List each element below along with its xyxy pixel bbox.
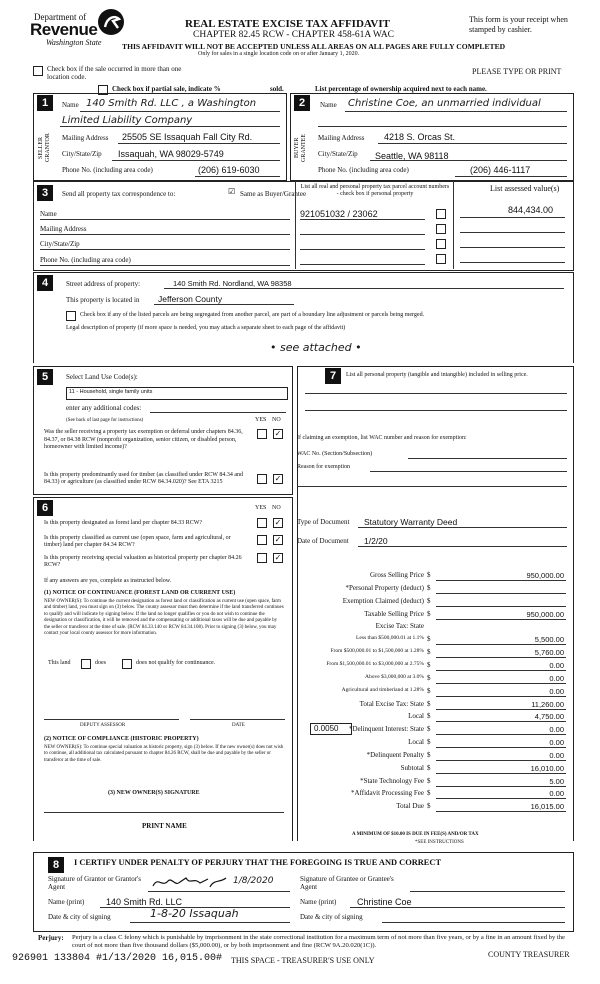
s6-q3-yes[interactable] (257, 553, 267, 563)
s3-phone-label: Phone No. (including area code) (40, 256, 131, 264)
print-name-label: PRINT NAME (142, 822, 187, 830)
buyer-phone-label: Phone No. (including area code) (318, 166, 409, 174)
tax-row-label: Excise Tax: State (375, 622, 424, 630)
section-5-number: 5 (37, 369, 53, 385)
seller-phone-label: Phone No. (including area code) (62, 166, 153, 174)
tax-row-label: Subtotal (400, 764, 424, 772)
deputy-date-label: DATE (232, 723, 245, 728)
buyer-side-label: BUYER GRANTEE (294, 134, 307, 162)
tax-row-label: Exemption Claimed (deduct) (342, 597, 424, 605)
minimum-fee-note: A MINIMUM OF $10.00 IS DUE IN FEE(S) AND/OR TAX (352, 832, 479, 837)
tax-row-label: *State Technology Fee (360, 777, 424, 785)
s6-yes-header: YES (255, 505, 267, 511)
this-land-label: This land (48, 660, 71, 666)
grantee-date-city-label: Date & city of signing (300, 913, 363, 921)
s6-q2: Is this property classified as current use (open space, farm and agricultural, or timber) land per chapter 84.34 RCW? (44, 535, 231, 548)
tax-row-currency: $ (427, 725, 431, 733)
seller-mailing-label: Mailing Address (62, 134, 109, 142)
s6-q2-yes[interactable] (257, 535, 267, 545)
notice-continuance-text: NEW OWNER(S): To continue the current designation as forest land or classification as current use (open space, farm and timber) land, you must sign on (3) below. The county assessor must then determine if the land transferred continues to qualify and will indicate by signing below. If the land no longer qualifies or you do not wish to continue the designation or classification, it will be removed and the compensating or additional taxes will be due and payable by the seller or transferor at the time of sale. (RCW 84.33.140 or RCW 84.34.108). Prior to signing (3) below, you may contact your local county assessor for more information. (44, 599, 284, 637)
tax-row-label: Local (408, 712, 424, 720)
tax-row-value[interactable]: 11,260.00 (531, 700, 564, 709)
doc-type-label: Type of Document (297, 518, 350, 526)
tax-row-label: From $500,000.01 to $1,500,000 at 1.28% (330, 648, 424, 654)
revenue-logo-icon (98, 9, 124, 35)
see-instructions-note: *SEE INSTRUCTIONS (415, 840, 464, 845)
personal-property-label: List all personal property (tangible and intangible) included in selling price. (346, 372, 528, 378)
tax-row-currency: $ (427, 751, 431, 759)
county-name[interactable]: Jefferson County (158, 294, 223, 304)
tax-row-label: *Delinquent Penalty (366, 751, 424, 759)
seller-city[interactable]: Issaquah, WA 98029-5749 (118, 149, 224, 159)
deputy-assessor-label: DEPUTY ASSESSOR (80, 723, 126, 728)
section-2-number: 2 (294, 95, 310, 111)
assessed-header: List assessed value(s) (490, 184, 560, 193)
grantor-sign-date[interactable]: 1/8/2020 (233, 876, 274, 886)
tax-row-value[interactable]: 950,000.00 (526, 571, 564, 580)
tax-row-currency: $ (427, 738, 431, 746)
tax-row-value[interactable]: 950,000.00 (526, 610, 564, 619)
segregated-label: Check box if any of the listed parcels are being segregated from another parcel, are part of a boundary line adjustment or parcels being merged. (80, 312, 425, 318)
exemption-label: If claiming an exemption, list WAC number and reason for exemption: (297, 435, 467, 441)
doc-type[interactable]: Statutory Warranty Deed (364, 517, 458, 527)
tax-row-label: Total Due (396, 802, 424, 810)
street-address[interactable]: 140 Smith Rd. Nordland, WA 98358 (173, 279, 292, 288)
section-7-number: 7 (325, 368, 341, 384)
tax-row-value[interactable]: 0.00 (549, 789, 564, 798)
s5-q2: Is this property predominantly used for timber (as classified under RCW 84.34 and 84.33) or agriculture (as classified under RCW 84.34.020)? See ETA 3215 (44, 472, 244, 485)
tax-row-label: From $1,500,000.01 to $3,000,000 at 2.75% (326, 661, 424, 667)
grantor-signature-image[interactable] (150, 873, 230, 891)
grantor-signature-label: Signature of Grantor or Grantor's Agent (48, 875, 142, 891)
land-does-not-checkbox[interactable] (122, 659, 132, 669)
local-rate: 0.0050 (314, 724, 339, 733)
tax-row-currency: $ (427, 687, 431, 695)
tax-row-value[interactable]: 4,750.00 (534, 712, 564, 721)
seller-name-cont[interactable]: Limited Liability Company (62, 115, 193, 126)
street-address-label: Street address of property: (66, 280, 141, 288)
perjury-label: Perjury: (38, 934, 64, 942)
certify-statement: I CERTIFY UNDER PENALTY OF PERJURY THAT THE FOREGOING IS TRUE AND CORRECT (74, 858, 442, 867)
tax-row-currency: $ (427, 764, 431, 772)
buyer-name-label: Name (320, 101, 337, 109)
land-use-value: 11 - Household, single family units (69, 389, 153, 395)
s6-q1-no[interactable]: ✓ (274, 518, 282, 527)
treasurer-stamp: 926901 133804 #1/13/2020 16,015.00# (12, 953, 223, 964)
chapter-ref: CHAPTER 82.45 RCW - CHAPTER 458-61A WAC (193, 30, 395, 40)
tax-row-value[interactable]: 5.00 (549, 777, 564, 786)
grantor-print-name[interactable]: 140 Smith Rd. LLC (106, 897, 183, 907)
section-4-number: 4 (37, 275, 53, 291)
tax-row-currency: $ (427, 700, 431, 708)
buyer-phone[interactable]: (206) 446-1117 (470, 165, 531, 175)
completion-warning: THIS AFFIDAVIT WILL NOT BE ACCEPTED UNLESS ALL AREAS ON ALL PAGES ARE FULLY COMPLETED (122, 42, 506, 51)
s6-q3-no[interactable]: ✓ (274, 553, 282, 562)
tax-row-label: *Personal Property (deduct) (345, 584, 424, 592)
parcel-number[interactable]: 921051032 / 23062 (300, 209, 378, 219)
if-yes-note: If any answers are yes, complete as instructed below. (44, 578, 172, 584)
s5-no-header: NO (272, 417, 281, 423)
tax-row-value[interactable]: 16,015.00 (530, 802, 564, 811)
grantee-signature-label: Signature of Grantee or Grantee's Agent (300, 875, 394, 891)
buyer-mailing-label: Mailing Address (318, 134, 365, 142)
tax-row-value[interactable]: 0.00 (549, 674, 564, 683)
seller-name-label: Name (62, 101, 79, 109)
s5-q1-no[interactable]: ✓ (274, 429, 282, 438)
send-correspondence-label: Send all property tax correspondence to: (62, 190, 176, 198)
single-location-note: Only for sales in a single location code on or after January 1, 2020. (198, 51, 360, 57)
section-1-number: 1 (37, 95, 53, 111)
tax-row-value[interactable]: 0.00 (549, 687, 564, 696)
tax-row-currency: $ (427, 777, 431, 785)
section-3-number: 3 (37, 185, 53, 201)
land-use-label: Select Land Use Code(s): (66, 373, 138, 381)
tax-row-currency: $ (427, 597, 431, 605)
grantee-name-label: Name (print) (300, 898, 337, 906)
tax-row-label: Taxable Selling Price (364, 610, 424, 618)
assessed-value[interactable]: 844,434.00 (508, 205, 554, 215)
county-treasurer: COUNTY TREASURER (488, 950, 570, 959)
ownership-note: List percentage of ownership acquired next to each name. (315, 85, 487, 93)
s5-yes-header: YES (255, 417, 267, 423)
s6-q2-no[interactable]: ✓ (274, 535, 282, 544)
s3-city-label: City/State/Zip (40, 240, 80, 248)
doc-date-label: Date of Document (297, 537, 349, 545)
grantee-print-name[interactable]: Christine Coe (357, 897, 412, 907)
s6-q1: Is this property designated as forest land per chapter 84.33 RCW? (44, 520, 203, 526)
multi-location-checkbox[interactable] (33, 66, 43, 76)
please-type: PLEASE TYPE OR PRINT (472, 67, 562, 76)
see-attached-note[interactable]: • see attached • (270, 341, 362, 354)
doc-date[interactable]: 1/2/20 (364, 536, 388, 546)
same-as-buyer-checkbox[interactable]: ☑ (228, 187, 236, 196)
s5-q1-yes[interactable] (257, 429, 267, 439)
tax-row-currency: $ (427, 789, 431, 797)
new-owner-signature-label: (3) NEW OWNER(S) SIGNATURE (108, 790, 200, 796)
personal-property-checkbox-1[interactable] (436, 209, 446, 219)
tax-row-currency: $ (427, 674, 431, 682)
tax-row-label: Total Excise Tax: State (359, 700, 424, 708)
sold-label: sold. (270, 85, 284, 93)
tax-row-currency: $ (427, 610, 431, 618)
tax-row-currency: $ (427, 802, 431, 810)
s5-q1: Was the seller receiving a property tax exemption or deferral under chapters 84.36, 84.37, or 84.38 RCW (nonprofit organization, senior citizen, or disabled person, homeowner with limited income)? (44, 429, 243, 450)
buyer-city-label: City/State/Zip (318, 150, 358, 158)
seller-side-label: SELLER GRANTOR (38, 133, 51, 163)
state-name: Washington State (46, 38, 102, 47)
tax-row-currency: $ (427, 661, 431, 669)
tax-row-value[interactable]: 5,760.00 (534, 648, 564, 657)
seller-name[interactable]: 140 Smith Rd. LLC , a Washington (86, 98, 257, 109)
seller-city-label: City/State/Zip (62, 150, 102, 158)
treasurer-use-only: THIS SPACE - TREASURER'S USE ONLY (231, 956, 375, 965)
tax-row-value[interactable]: 0.00 (549, 738, 564, 747)
tax-row-currency: $ (427, 584, 431, 592)
tax-row-value[interactable]: 0.00 (549, 751, 564, 760)
same-as-buyer-label: Same as Buyer/Grantee (240, 190, 307, 198)
tax-row-currency: $ (427, 712, 431, 720)
tax-row-currency: $ (427, 571, 431, 579)
tax-row-value[interactable]: 0.00 (549, 725, 564, 734)
tax-row-value[interactable]: 5,500.00 (534, 635, 564, 644)
tax-row-label: Local (408, 738, 424, 746)
section-8-number: 8 (48, 857, 64, 873)
see-back-instructions: (See back of last page for instructions) (66, 418, 144, 423)
s6-q3: Is this property receiving special valuation as historical property per chapter 84.26 RCW? (44, 555, 242, 568)
grantor-date-city-label: Date & city of signing (48, 913, 111, 921)
tax-row-value[interactable]: 0.00 (549, 661, 564, 670)
s6-q1-yes[interactable] (257, 518, 267, 528)
land-does-checkbox[interactable] (81, 659, 91, 669)
located-in-label: This property is located in (66, 296, 140, 304)
s5-q2-yes[interactable] (257, 474, 267, 484)
notice-continuance-title: (1) NOTICE OF CONTINUANCE (FOREST LAND OR CURRENT USE) (44, 590, 236, 596)
reason-label: Reason for exemption (297, 464, 350, 470)
buyer-city[interactable]: Seattle, WA 98118 (375, 151, 449, 161)
tax-row-label: Less than $500,000.01 at 1.1% (356, 635, 424, 641)
revenue-logo-text: Revenue (30, 20, 98, 39)
segregated-checkbox[interactable] (66, 311, 76, 321)
tax-row-label: *Affidavit Processing Fee (351, 789, 424, 797)
perjury-statement: Perjury is a class C felony which is punishable by imprisonment in the state correctional institution for a maximum term of not more than five years, or by a fine in an amount fixed by the court of not more than five thousand dollars ($5,000.00), or by both imprisonment and fine (RCW 9A.20.020(1C)). (72, 934, 565, 949)
tax-row-currency: $ (427, 648, 431, 656)
grantor-date-city[interactable]: 1-8-20 Issaquah (150, 907, 239, 920)
s3-mailing-label: Mailing Address (40, 225, 87, 233)
does-label: does (95, 660, 106, 666)
legal-description-label: Legal description of property (if more space is needed, you may attach a separate sheet to each page of the affidavit) (66, 325, 346, 331)
parcel-header: List all real and personal property tax parcel account numbers - check box if personal property (300, 184, 450, 197)
tax-row-label: Agricultural and timberland at 1.28% (341, 687, 424, 693)
personal-property-checkbox-4[interactable] (436, 254, 446, 264)
form-title: REAL ESTATE EXCISE TAX AFFIDAVIT (185, 18, 390, 30)
notice-compliance-title: (2) NOTICE OF COMPLIANCE (HISTORIC PROPERTY) (44, 736, 199, 742)
partial-sale-label: Check box if partial sale, indicate % (112, 85, 221, 93)
wac-label: WAC No. (Section/Subsection) (297, 451, 373, 457)
receipt-note: This form is your receipt when stamped by cashier. (469, 15, 568, 34)
buyer-mailing[interactable]: 4218 S. Orcas St. (384, 132, 456, 142)
additional-codes-label: enter any additional codes: (66, 404, 142, 412)
seller-mailing[interactable]: 25505 SE Issaquah Fall City Rd. (122, 132, 253, 142)
section-6-number: 6 (37, 500, 53, 516)
tax-row-currency: $ (427, 635, 431, 643)
does-not-label: does not qualify for continuance. (136, 660, 216, 666)
tax-row-label: Gross Selling Price (369, 571, 424, 579)
buyer-name[interactable]: Christine Coe, an unmarried individual (348, 98, 541, 109)
personal-property-checkbox-2[interactable] (436, 224, 446, 234)
multi-location-label: Check box if the sale occurred in more than one location code. (47, 65, 182, 81)
tax-row-label: Above $3,000,000 at 3.0% (365, 674, 424, 680)
notice-compliance-text: NEW OWNER(S): To continue special valuation as historic property, sign (3) below. If the new owner(s) does not wish to continue, all additional tax calculated pursuant to chapter 84.26 RCW, shall be due and payable by the seller or transferor at the time of sale. (44, 745, 284, 763)
tax-row-label: *Delinquent Interest: State (348, 725, 424, 733)
grantor-name-label: Name (print) (48, 898, 85, 906)
tax-row-value[interactable]: 16,010.00 (530, 764, 564, 773)
s6-no-header: NO (272, 505, 281, 511)
s3-name-label: Name (40, 210, 57, 218)
dept-of: Department of (34, 12, 87, 22)
s5-q2-no[interactable]: ✓ (274, 474, 282, 483)
seller-phone[interactable]: (206) 619-6030 (198, 165, 260, 175)
personal-property-checkbox-3[interactable] (436, 239, 446, 249)
